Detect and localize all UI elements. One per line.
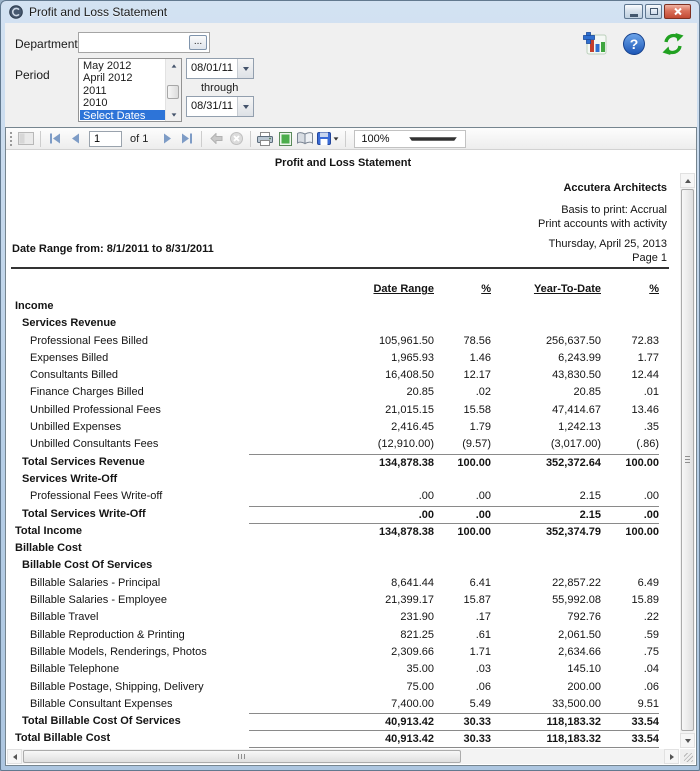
department-label: Department [15,37,78,51]
row-value: 9.51 [637,697,659,710]
table-row [7,350,679,367]
row-label: Billable Postage, Shipping, Delivery [30,680,204,693]
date-from-value: 08/01/11 [191,62,234,74]
table-row [7,644,679,661]
row-value: .06 [643,680,659,693]
row-label: Professional Fees Write-off [30,490,163,503]
row-label: Total Services Revenue [22,455,145,468]
zoom-value: 100% [361,132,390,145]
row-label: Billable Reproduction & Printing [30,628,185,641]
table-row [7,627,679,644]
row-label: Billable Consultant Expenses [30,697,173,710]
row-value: 100.00 [457,525,491,538]
row-value: 78.56 [463,334,491,347]
row-value: 118,183.32 [546,733,601,746]
period-option[interactable]: Select Dates [80,110,165,120]
row-value [434,471,491,488]
row-value: 33.54 [631,716,659,729]
row-value: 1,965.93 [391,351,434,364]
row-value: .00 [418,508,434,521]
table-row [7,419,679,436]
print-icon [257,132,273,146]
row-label: Income [15,300,54,312]
table-row [7,454,679,471]
export-icon [317,132,331,145]
row-value: 105,961.50 [378,334,434,347]
row-value [601,315,659,332]
table-row [7,488,679,505]
department-field-wrap [78,32,210,53]
back-icon [210,133,223,144]
prev-page-icon [71,133,80,144]
table-row [7,730,679,747]
period-scrollbar[interactable] [165,59,181,121]
document-map-button[interactable] [16,130,36,148]
row-label: Billable Telephone [30,663,120,676]
chevron-down-icon [410,137,458,140]
row-value: 1.77 [637,351,659,364]
row-value: 43,830.50 [552,369,601,382]
row-value: .22 [643,611,659,624]
row-value: .00 [418,490,434,503]
row-value: .04 [643,663,659,676]
print-layout-button[interactable] [275,130,295,148]
toolbar-grip[interactable] [10,132,13,146]
row-value: 2,309.66 [391,645,434,658]
page-label: Page 1 [632,252,667,264]
row-value: 2,061.50 [558,628,601,641]
zoom-select[interactable] [354,130,466,148]
row-value: 6,243.99 [558,351,601,364]
row-value [601,471,659,488]
column-header: Year-To-Date [533,283,601,295]
through-label: through [201,82,239,94]
titlebar [1,1,699,23]
row-label: Total Income [15,524,83,537]
row-value: .00 [475,508,491,521]
row-label: Unbilled Consultants Fees [30,438,159,451]
row-value: 35.00 [406,663,434,676]
table-row [7,402,679,419]
company-name: Accutera Architects [563,182,667,194]
row-value: 15.87 [463,594,491,607]
row-value: 5.49 [469,697,491,710]
report-rows [7,298,679,748]
report-page [7,151,679,748]
scroll-up-icon[interactable] [680,173,695,188]
document-map-icon [18,132,34,145]
scroll-thumb[interactable] [681,189,694,731]
scroll-left-icon[interactable] [7,749,22,764]
row-value: .03 [475,663,491,676]
row-value [601,557,659,574]
table-row [7,679,679,696]
row-value: .00 [643,490,659,503]
row-value [491,540,601,557]
export-button[interactable] [315,130,341,148]
row-value [434,540,491,557]
row-value [601,298,659,315]
scroll-thumb[interactable] [167,85,179,99]
scroll-down-icon[interactable] [680,733,695,748]
row-value [491,557,601,574]
row-label: Billable Models, Renderings, Photos [30,645,207,658]
row-value: 33,500.00 [552,697,601,710]
row-value: 15.89 [631,594,659,607]
row-value [434,298,491,315]
row-label: Total Billable Cost [15,732,111,745]
page-count-label: of 1 [130,132,149,145]
row-value: .06 [475,680,491,693]
report-area [6,150,696,765]
row-value: 1.46 [469,351,491,364]
row-value: (.86) [636,438,659,451]
vertical-scrollbar[interactable] [680,173,695,748]
row-value: 100.00 [457,456,491,469]
row-value: .59 [643,628,659,641]
row-label: Billable Cost [15,542,82,555]
row-value [249,298,434,315]
row-value: 6.49 [637,576,659,589]
row-value: .00 [475,490,491,503]
row-value: 7,400.00 [391,697,434,710]
row-label: Billable Cost Of Services [22,559,153,572]
row-value: .02 [475,386,491,399]
period-option[interactable]: May 2012 [83,60,132,72]
row-value: 15.58 [463,403,491,416]
row-value [249,540,434,557]
row-value: 72.83 [631,334,659,347]
row-value: 118,183.32 [546,716,601,729]
row-value: (9.57) [462,438,491,451]
row-value: 20.85 [573,386,601,399]
table-row [7,540,679,557]
chevron-down-icon[interactable] [237,97,253,116]
row-value: 256,637.50 [545,334,601,347]
row-value [434,315,491,332]
row-value: 352,374.79 [545,525,601,538]
row-value: 792.76 [567,611,601,624]
window-title: Profit and Loss Statement [29,5,168,19]
date-to-value: 08/31/11 [191,100,234,112]
minimize-icon [630,14,638,17]
row-value: .17 [475,611,491,624]
horizontal-scrollbar[interactable] [7,749,679,764]
row-value [434,557,491,574]
refresh-icon[interactable] [661,32,685,56]
row-value: 21,399.17 [385,594,434,607]
basis-line: Basis to print: Accrual [561,204,667,216]
row-value: 8,641.44 [391,576,434,589]
row-label: Unbilled Expenses [30,421,122,434]
table-row [7,471,679,488]
row-label: Professional Fees Billed [30,334,149,347]
period-label: Period [15,68,50,82]
page-number-input[interactable] [89,131,122,147]
table-row [7,713,679,730]
scroll-thumb[interactable] [23,750,461,763]
generated-date: Thursday, April 25, 2013 [548,238,667,250]
row-value [491,315,601,332]
row-value: 40,913.42 [385,733,434,746]
table-row [7,557,679,574]
maximize-icon [650,8,658,15]
row-value: .75 [643,645,659,658]
table-row [7,506,679,523]
row-value: 100.00 [625,456,659,469]
close-button[interactable] [664,4,691,19]
row-value: .00 [643,508,659,521]
row-value [249,471,434,488]
row-label: Consultants Billed [30,369,119,382]
table-row [7,315,679,332]
table-row [7,298,679,315]
row-value: 30.33 [463,733,491,746]
row-value: 1,242.13 [558,421,601,434]
stop-button[interactable] [226,130,246,148]
row-value [249,315,434,332]
row-value [249,557,434,574]
scroll-down-icon[interactable] [166,108,181,121]
table-row [7,592,679,609]
column-header-row [7,281,679,298]
help-icon[interactable] [622,32,646,56]
row-label: Billable Travel [30,611,99,624]
table-row [7,609,679,626]
app-icon [9,5,23,19]
row-value: 20.85 [406,386,434,399]
row-value: 30.33 [463,716,491,729]
print-button[interactable] [255,130,275,148]
row-value: 352,372.64 [545,456,601,469]
row-value: 231.90 [400,611,434,624]
row-value: 134,878.38 [378,456,434,469]
table-row [7,367,679,384]
row-value: 21,015.15 [385,403,434,416]
period-listbox [78,58,182,122]
date-range-line: Date Range from: 8/1/2011 to 8/31/2011 [12,243,214,255]
row-label: Unbilled Professional Fees [30,403,161,416]
scroll-up-icon[interactable] [166,59,181,72]
row-value: 200.00 [567,680,601,693]
back-button[interactable] [206,130,226,148]
row-label: Finance Charges Billed [30,386,144,399]
window-frame-bottom [1,764,699,770]
department-input[interactable] [81,35,189,50]
table-row [7,523,679,540]
row-value: 75.00 [406,680,434,693]
column-header: Date Range [373,283,434,295]
row-value: 55,992.08 [552,594,601,607]
row-value: 13.46 [631,403,659,416]
maximize-button[interactable] [645,4,662,19]
row-value: 145.10 [567,663,601,676]
last-page-icon [181,133,193,144]
viewer-toolbar [6,128,696,150]
first-page-button[interactable] [45,130,65,148]
column-header: % [649,283,659,295]
row-value: 2,634.66 [558,645,601,658]
svg-text:?: ? [629,36,639,52]
row-value: 1.79 [469,421,491,434]
report-title: Profit and Loss Statement [274,157,412,169]
close-icon [673,7,683,16]
next-page-button[interactable] [157,130,177,148]
table-row [7,696,679,713]
header-rule [11,267,669,269]
column-header: % [481,283,491,295]
chevron-down-icon[interactable] [237,59,253,78]
row-value: 2.15 [579,490,601,503]
row-value: 1.71 [469,645,491,658]
row-value: 33.54 [631,733,659,746]
date-to-combo[interactable] [186,96,254,117]
row-label: Services Revenue [22,317,117,330]
row-value: 821.25 [400,628,434,641]
row-label: Billable Salaries - Employee [30,594,167,607]
row-value: 40,913.42 [385,716,434,729]
scroll-right-icon[interactable] [664,749,679,764]
period-option[interactable]: 2011 [83,84,107,97]
browse-button[interactable]: ... [189,35,207,50]
row-value: .35 [643,421,659,434]
page-setup-button[interactable] [295,130,315,148]
period-option[interactable]: April 2012 [83,72,133,85]
period-option[interactable]: 2010 [83,97,108,110]
table-row [7,333,679,350]
first-page-icon [49,133,61,144]
report-viewer [5,127,697,766]
row-value: 2,416.45 [391,421,434,434]
row-value: 6.41 [469,576,491,589]
chart-icon[interactable] [583,32,607,56]
row-label: Expenses Billed [30,351,109,364]
activity-line: Print accounts with activity [538,218,667,230]
table-row [7,661,679,678]
stop-icon [230,132,243,145]
row-label: Billable Salaries - Principal [30,576,161,589]
resize-grip[interactable] [680,749,695,764]
minimize-button[interactable] [624,4,643,19]
row-value: 47,414.67 [552,403,601,416]
date-from-combo[interactable] [186,58,254,79]
row-value: 12.44 [631,369,659,382]
last-page-button[interactable] [177,130,197,148]
chevron-down-icon [334,137,339,140]
row-value: 16,408.50 [385,369,434,382]
filter-panel [5,23,697,127]
row-value: 2.15 [579,508,601,521]
row-value [601,540,659,557]
page-setup-icon [297,132,313,145]
row-value: .61 [475,628,491,641]
row-label: Total Billable Cost Of Services [22,715,181,728]
row-value: (12,910.00) [377,438,434,451]
row-value: 134,878.38 [378,525,434,538]
print-layout-icon [279,132,292,146]
row-label: Total Services Write-Off [22,507,146,520]
table-row [7,575,679,592]
row-value: .01 [643,386,659,399]
row-value [491,471,601,488]
row-label: Services Write-Off [22,472,118,485]
row-value: 100.00 [625,525,659,538]
row-value: 22,857.22 [552,576,601,589]
next-page-icon [163,133,172,144]
prev-page-button[interactable] [65,130,85,148]
table-row [7,436,679,453]
row-value: 12.17 [463,369,491,382]
row-value [491,298,601,315]
row-value: (3,017.00) [550,438,601,451]
table-row [7,384,679,401]
